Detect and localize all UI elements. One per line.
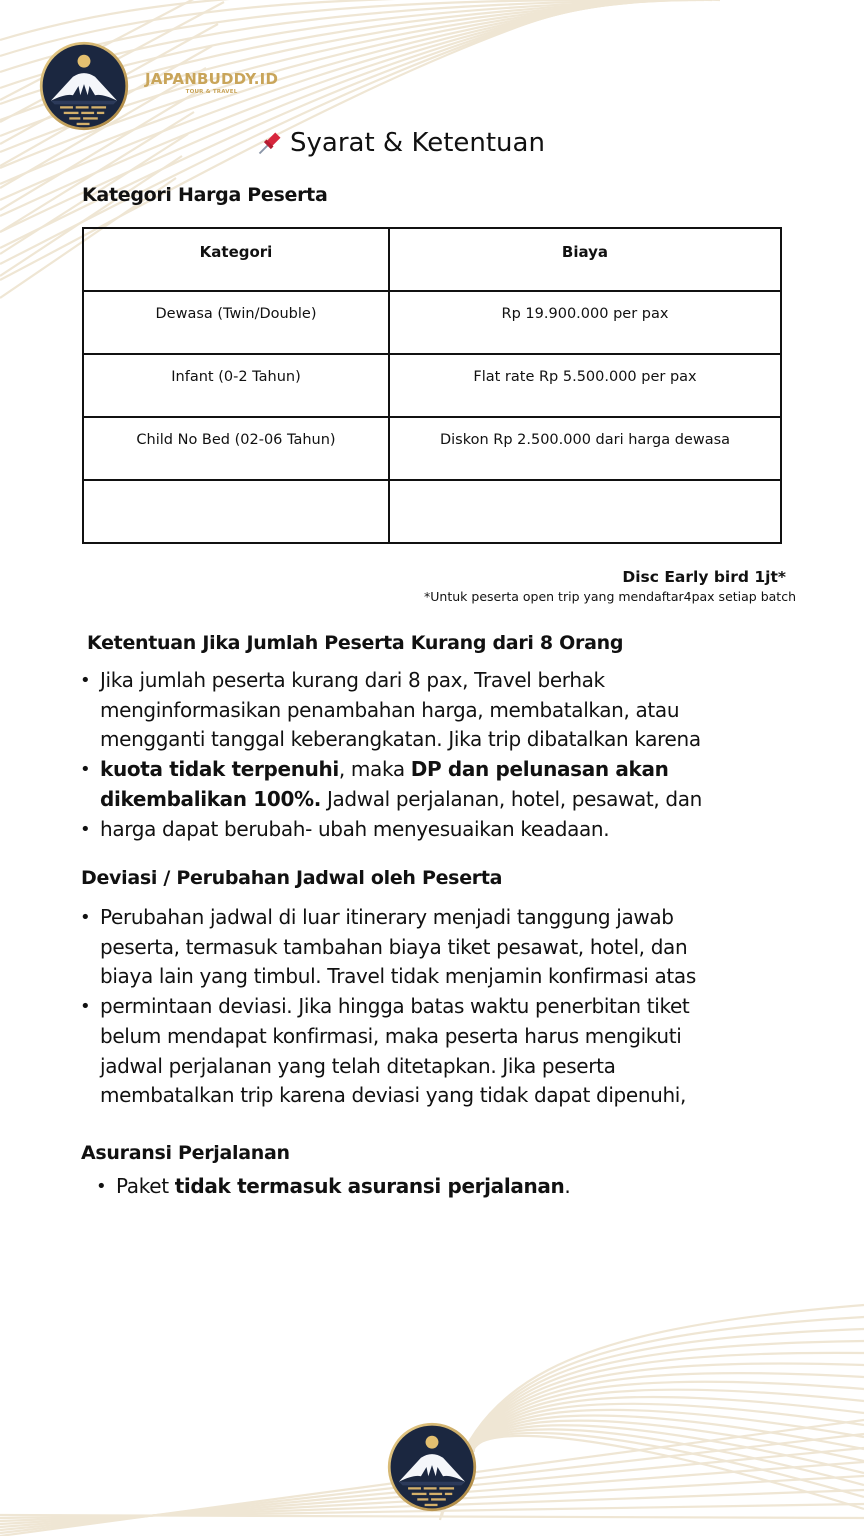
bullet: • <box>80 670 91 691</box>
text-span: , maka <box>338 757 411 782</box>
pricing-heading: Kategori Harga Peserta <box>82 184 328 206</box>
decorative-line <box>466 1421 864 1468</box>
early-bird-discount: Disc Early bird 1jt* <box>622 568 786 586</box>
table-header-row <box>83 228 781 291</box>
decorative-line <box>474 1436 864 1509</box>
table-row <box>83 354 781 417</box>
decorative-line <box>450 1364 864 1500</box>
deviation-list <box>80 903 696 1111</box>
table-row <box>83 417 781 480</box>
table-row-empty <box>83 480 781 543</box>
mount-fuji-logo-icon <box>386 1421 478 1513</box>
column-header-cost: Biaya <box>389 228 781 291</box>
mount-fuji-logo-icon <box>38 40 130 132</box>
emphasis-text: dikembalikan 100%. <box>100 786 321 811</box>
decorative-line <box>446 1341 864 1508</box>
decorative-line <box>470 1429 864 1485</box>
decorative-line <box>454 1382 864 1492</box>
text-line: jadwal perjalanan yang telah ditetapkan. Jika peserta <box>100 1053 616 1078</box>
bullet: • <box>80 818 91 840</box>
brand-wordmark <box>145 70 278 95</box>
min-participants-list <box>80 666 702 844</box>
text-line: Jika jumlah peserta kurang dari 8 pax, Travel berhak <box>100 668 605 692</box>
decorative-line <box>0 1515 864 1518</box>
decorative-line <box>440 1305 864 1520</box>
decorative-line <box>452 1373 864 1496</box>
min-participants-heading: Ketentuan Jika Jumlah Peserta Kurang dari 8 Orang <box>87 632 624 654</box>
text-line: permintaan deviasi. Jika hingga batas waktu penerbitan tiket <box>100 994 690 1019</box>
bullet: • <box>80 907 91 928</box>
bullet: • <box>96 1176 107 1197</box>
decorative-line <box>462 1410 864 1476</box>
cost-cell: Rp 19.900.000 per pax <box>389 291 781 354</box>
list-item <box>80 666 702 755</box>
decorative-line <box>464 1415 864 1472</box>
insurance-heading: Asuransi Perjalanan <box>81 1142 290 1164</box>
decorative-line <box>0 0 720 40</box>
list-item <box>96 1172 570 1202</box>
decorative-line <box>460 1404 864 1480</box>
brand-tagline: TOUR & TRAVEL <box>185 89 238 95</box>
category-cell: Infant (0-2 Tahun) <box>83 354 389 417</box>
cost-cell: Flat rate Rp 5.500.000 per pax <box>389 354 781 417</box>
insurance-list <box>96 1172 570 1202</box>
text-span: Jadwal perjalanan, hotel, pesawat, dan <box>320 786 703 811</box>
decorative-line <box>458 1397 864 1484</box>
text-line: mengganti tanggal keberangkatan. Jika trip dibatalkan karena <box>100 727 701 752</box>
category-cell: Child No Bed (02-06 Tahun) <box>83 417 389 480</box>
list-item <box>80 992 696 1111</box>
pricing-table <box>82 227 782 544</box>
emphasis-text: DP dan pelunasan akan <box>410 757 669 782</box>
early-bird-note: *Untuk peserta open trip yang mendaftar4pax setiap batch <box>424 589 796 604</box>
decorative-line <box>444 1329 864 1512</box>
page-title-row <box>256 128 545 158</box>
deviation-heading: Deviasi / Perubahan Jadwal oleh Peserta <box>81 867 503 889</box>
decorative-line <box>468 1425 864 1473</box>
list-item <box>80 815 702 845</box>
list-item <box>80 903 696 992</box>
text-line: menginformasikan penambahan harga, membatalkan, atau <box>100 697 680 722</box>
category-cell <box>83 480 389 543</box>
emphasis-text: tidak termasuk asuransi perjalanan <box>174 1174 565 1198</box>
table-row <box>83 291 781 354</box>
text-line: biaya lain yang timbul. Travel tidak menjamin konfirmasi atas <box>100 964 696 989</box>
text-line <box>116 1172 570 1202</box>
text-span: Paket <box>116 1174 175 1198</box>
category-cell: Dewasa (Twin/Double) <box>83 291 389 354</box>
text-line <box>100 785 702 815</box>
list-item <box>80 755 702 814</box>
text-span: . <box>564 1174 571 1198</box>
text-line: belum mendapat konfirmasi, maka peserta harus mengikuti <box>100 1023 682 1048</box>
decorative-line <box>448 1353 864 1504</box>
emphasis-text: kuota tidak terpenuhi <box>100 757 339 782</box>
text-line: Perubahan jadwal di luar itinerary menjadi tanggung jawab <box>100 905 674 929</box>
decorative-line <box>442 1317 864 1516</box>
text-line <box>100 755 702 785</box>
decorative-line <box>456 1390 864 1488</box>
page-title: Syarat & Ketentuan <box>290 128 545 158</box>
text-line: peserta, termasuk tambahan biaya tiket pesawat, hotel, dan <box>100 934 688 959</box>
pushpin-icon <box>256 129 284 157</box>
brand-name: JAPANBUDDY.ID <box>145 70 279 88</box>
text-line: harga dapat berubah- ubah menyesuaikan keadaan. <box>100 816 610 841</box>
column-header-category: Kategori <box>83 228 389 291</box>
cost-cell: Diskon Rp 2.500.000 dari harga dewasa <box>389 417 781 480</box>
bullet: • <box>80 759 91 781</box>
cost-cell <box>389 480 781 543</box>
decorative-line <box>472 1433 864 1497</box>
bullet: • <box>80 996 91 1018</box>
text-line: membatalkan trip karena deviasi yang tidak dapat dipenuhi, <box>100 1083 687 1108</box>
